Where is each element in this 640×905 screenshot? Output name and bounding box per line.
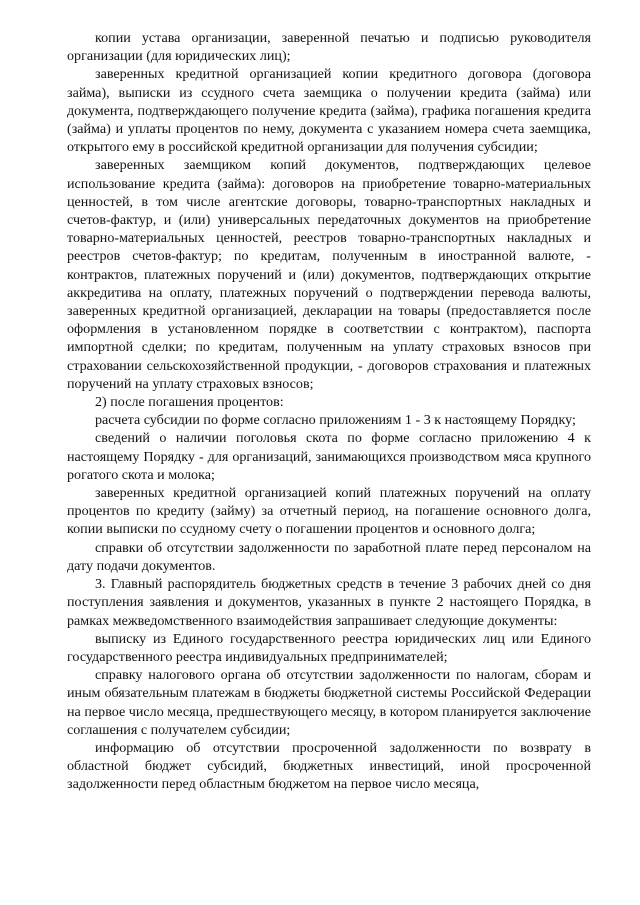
paragraph-salary-debt-certificate: справки об отсутствии задолженности по заработной плате перед персоналом на дату подачи документов. xyxy=(67,539,591,574)
paragraph-subsidy-calculation: расчета субсидии по форме согласно приложениям 1 - 3 к настоящему Порядку; xyxy=(95,412,576,429)
paragraph-after-interest-payment: 2) после погашения процентов: xyxy=(95,394,284,411)
paragraph-livestock-info: сведений о наличии поголовья скота по форме согласно приложению 4 к настоящему Порядку - для организаций, занимающихся производством мяса крупного рогатого скота и молока; xyxy=(67,430,591,483)
paragraph-credit-agreement: заверенных кредитной организацией копии кредитного договора (договора займа), выписки из ссудного счета заемщика о получении кредита (займа) или документа, подтверждающего получение кредита (займа), графика погашения кредита (займа) и уплаты процентов по нему, документа с указанием номера счета заемщика, открытого ему в российской кредитной организации для получения субсидии; xyxy=(67,66,591,156)
paragraph-item-3: 3. Главный распорядитель бюджетных средств в течение 3 рабочих дней со дня поступления заявления и документов, указанных в пункте 2 настоящего Порядка, в рамках межведомственного взаимодействия запрашивает следующие документы: xyxy=(67,576,591,629)
paragraph-tax-certificate: справку налогового органа об отсутствии задолженности по налогам, сборам и иным обязательным платежам в бюджеты бюджетной системы Российской Федерации на первое число месяца, предшествующего месяцу, в котором планируется заключение соглашения с получателем субсидии; xyxy=(67,667,591,738)
paragraph-target-use-documents: заверенных заемщиком копий документов, подтверждающих целевое использование кредита (займа): договоров на приобретение товарно-материальных ценностей, в том числе агентские договоры, товарно-транспортных накладных и счетов-фактур, и (или) универсальных передаточных документов на приобретение товарно-материальных ценностей, реестров товарно-транспортных накладных и реестров счетов-фактур; по кредитам, полученным в иностранной валюте, - контрактов, платежных поручений и (или) документов, подтверждающих открытие аккредитива на оплату, платежных поручений о подтверждении перевода валюты, заверенных кредитной организацией, декларации на товары (предоставляется после оформления в установленном порядке в соответствии с контрактом), паспорта импортной сделки; по кредитам, полученным на уплату страховых взносов при страховании сельскохозяйственной продукции, - договоров страхования и платежных поручений на уплату страховых взносов; xyxy=(67,157,591,392)
paragraph-payment-orders: заверенных кредитной организацией копий платежных поручений на оплату процентов по кредиту (займу) за отчетный период, на погашение основного долга, копии выписки по ссудному счету о погашении процентов и основного долга; xyxy=(67,485,591,538)
paragraph-overdue-debt-info: информацию об отсутствии просроченной задолженности по возврату в областной бюджет субсидий, бюджетных инвестиций, иной просроченной задолженности перед областным бюджетом на первое число месяца, xyxy=(67,739,591,793)
paragraph-registry-extract: выписку из Единого государственного реестра юридических лиц или Единого государственного реестра индивидуальных предпринимателей; xyxy=(67,630,591,665)
document-page xyxy=(67,29,591,794)
paragraph-charter-copies: копии устава организации, заверенной печатью и подписью руководителя организации (для юридических лиц); xyxy=(67,30,591,65)
